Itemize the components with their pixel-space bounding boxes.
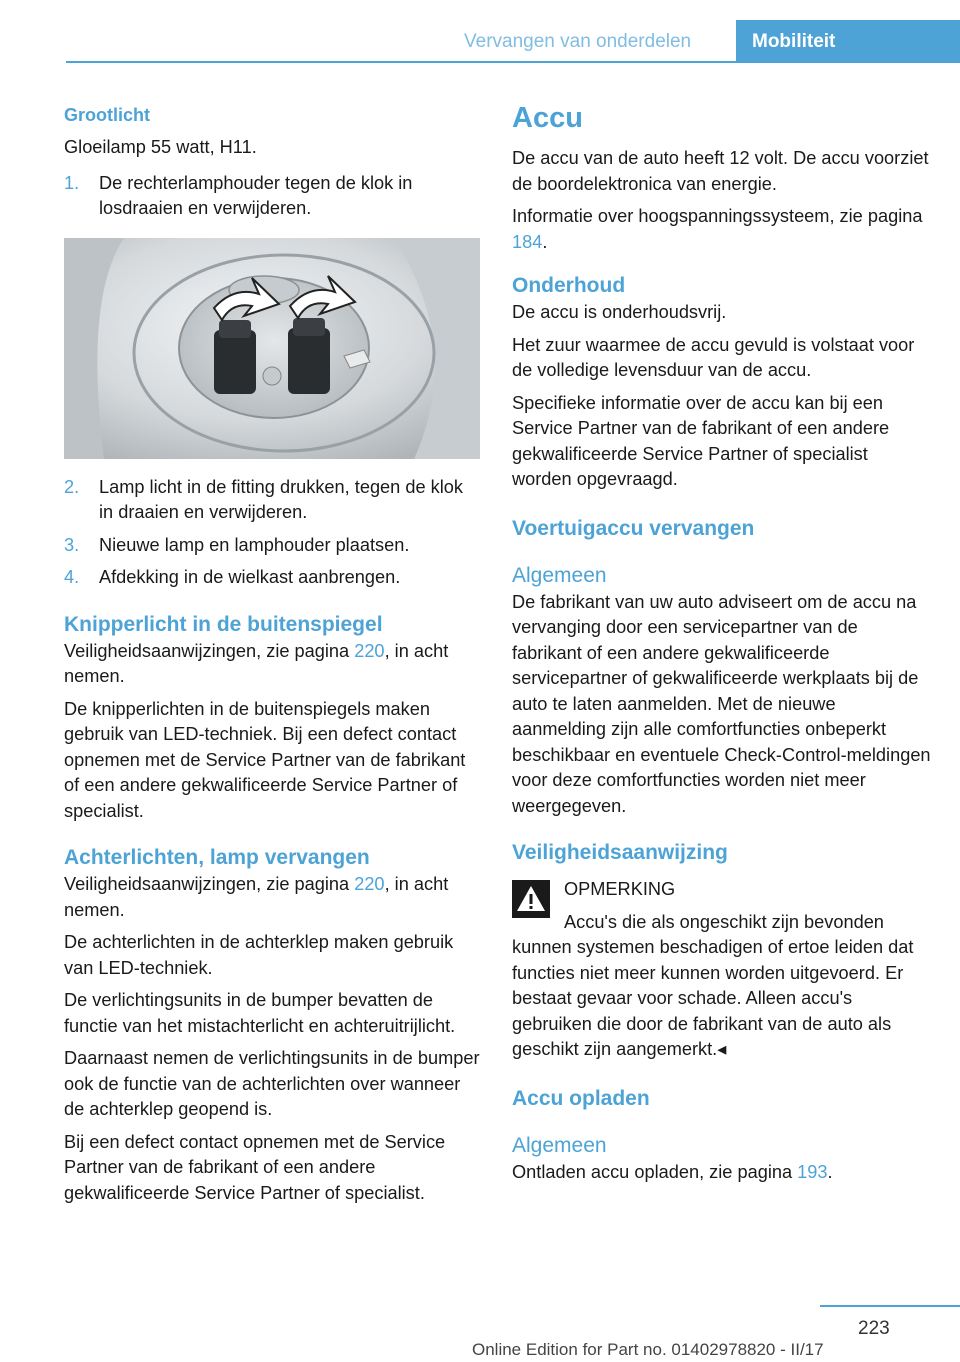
step-number: 3. <box>64 534 80 555</box>
achterlichten-paragraph: Daarnaast nemen de verlichtingsunits in de bumper ook de functie van de achterlichten over wanneer de achterklep geopend is. <box>64 1048 480 1119</box>
warning-triangle-icon <box>512 880 550 918</box>
page-link-193[interactable]: 193 <box>797 1161 828 1182</box>
warning-block <box>512 877 932 1063</box>
onderhoud-paragraph: Het zuur waarmee de accu gevuld is volstaat voor de volledige levensduur van de accu. <box>512 334 915 380</box>
accu-info-text-end: . <box>542 231 548 252</box>
achterlichten-paragraph: De achterlichten in de achterklep maken gebruik van LED-techniek. <box>64 932 454 978</box>
algemeen-heading: Algemeen <box>512 1133 607 1157</box>
page-number: 223 <box>858 1318 890 1339</box>
opladen-text: Ontladen accu opladen, zie pagina <box>512 1161 798 1182</box>
accu-info-paragraph <box>512 204 932 255</box>
onderhoud-paragraph: De accu is onderhoudsvrij. <box>512 302 727 322</box>
step-item <box>64 171 480 222</box>
header-rule <box>66 61 960 63</box>
knipperlicht-safety-note <box>64 639 480 690</box>
grootlicht-heading: Grootlicht <box>64 105 150 125</box>
onderhoud-paragraph: Specifieke informatie over de accu kan bij een Service Partner van de fabrikant of een andere gekwalificeerde Service Partner of specialist worden opgevraagd. <box>512 392 890 489</box>
achterlichten-paragraph: De verlichtingsunits in de bumper bevatten de functie van het mistachterlicht en achteruitrijlicht. <box>64 990 456 1036</box>
header-section-title: Vervangen van onderdelen <box>464 31 692 52</box>
achterlichten-paragraph: Bij een defect contact opnemen met de Service Partner van de fabrikant of een andere gekwalificeerde Service Partner of specialist. <box>64 1131 446 1203</box>
warning-text: kunnen systemen beschadigen of ertoe leiden dat functies niet meer kunnen worden uitgevoerd. Er bestaat gevaar voor schade. Alleen accu's gebruiken die door de fabrikant van de auto als geschikt zijn aangemerkt.◂ <box>512 937 914 1059</box>
step-number: 1. <box>64 172 80 193</box>
voertuigaccu-heading: Voertuigaccu vervangen <box>512 516 755 540</box>
accu-info-text: Informatie over hoogspanningssysteem, zie pagina <box>512 206 923 226</box>
step-text: Afdekking in de wielkast aanbrengen. <box>99 567 401 587</box>
achterlichten-safety-note <box>64 872 480 923</box>
right-column <box>512 100 932 1185</box>
accu-paragraph: De accu van de auto heeft 12 volt. De accu voorziet de boordelektronica van energie. <box>512 148 929 194</box>
safety-note-text-end: , in acht nemen. <box>64 874 449 920</box>
algemeen-heading: Algemeen <box>512 563 607 587</box>
accu-heading: Accu <box>512 102 583 134</box>
step-number: 4. <box>64 567 80 587</box>
lamp-holder-illustration <box>64 238 480 459</box>
opladen-paragraph <box>512 1160 932 1186</box>
safety-note-text: Veiligheidsaanwijzingen, zie pagina <box>64 640 355 661</box>
step-item <box>64 565 480 591</box>
opladen-text-end: . <box>827 1161 833 1182</box>
edition-note: Online Edition for Part no. 01402978820 - II/17 <box>472 1340 824 1359</box>
page-link-220[interactable]: 220 <box>354 640 385 661</box>
warning-title: OPMERKING <box>564 879 676 899</box>
footer-rule <box>820 1305 960 1307</box>
achterlichten-heading: Achterlichten, lamp vervangen <box>64 846 370 869</box>
left-column <box>64 102 480 1206</box>
lamp-holder-image <box>64 238 480 459</box>
step-item <box>64 475 480 526</box>
knipperlicht-heading: Knipperlicht in de buitenspiegel <box>64 612 383 636</box>
page-link-184[interactable]: 184 <box>512 231 543 252</box>
veiligheid-heading: Veiligheidsaanwijzing <box>512 841 728 864</box>
step-item <box>64 533 480 559</box>
step-text: De rechterlamphouder tegen de klok in losdraaien en verwijderen. <box>99 172 413 218</box>
onderhoud-heading: Onderhoud <box>512 274 626 297</box>
page-link-220[interactable]: 220 <box>354 874 385 894</box>
safety-note-text-end: , in acht nemen. <box>64 640 449 686</box>
safety-note-text: Veiligheidsaanwijzingen, zie pagina <box>64 874 355 894</box>
grootlicht-text: Gloeilamp 55 watt, H11. <box>64 137 257 157</box>
step-number: 2. <box>64 476 80 497</box>
knipperlicht-paragraph: De knipperlichten in de buitenspiegels maken gebruik van LED-techniek. Bij een defect contact opnemen met de Service Partner van de fabrikant of een andere gekwalificeerde Service Partner of specialist. <box>64 698 466 821</box>
warning-first-line: Accu's die als ongeschikt zijn bevonden <box>564 911 884 932</box>
step-text: Nieuwe lamp en lamphouder plaatsen. <box>99 534 410 555</box>
header-chapter-tab: Mobiliteit <box>736 20 960 61</box>
accu-opladen-heading: Accu opladen <box>512 1086 650 1110</box>
algemeen-paragraph: De fabrikant van uw auto adviseert om de accu na vervanging door een servicepartner van de fabrikant of een andere gekwalificeerde servicepartner of gekwalificeerde werkplaats bij de auto te laten aanmelden. Met de nieuwe aanmelding zijn alle comfortfuncties onbeperkt beschikbaar en eventuele Check-Control-meldingen voor deze comfortfuncties worden niet meer weergegeven. <box>512 591 931 816</box>
step-text: Lamp licht in de fitting drukken, tegen de klok in draaien en verwijderen. <box>99 476 463 522</box>
